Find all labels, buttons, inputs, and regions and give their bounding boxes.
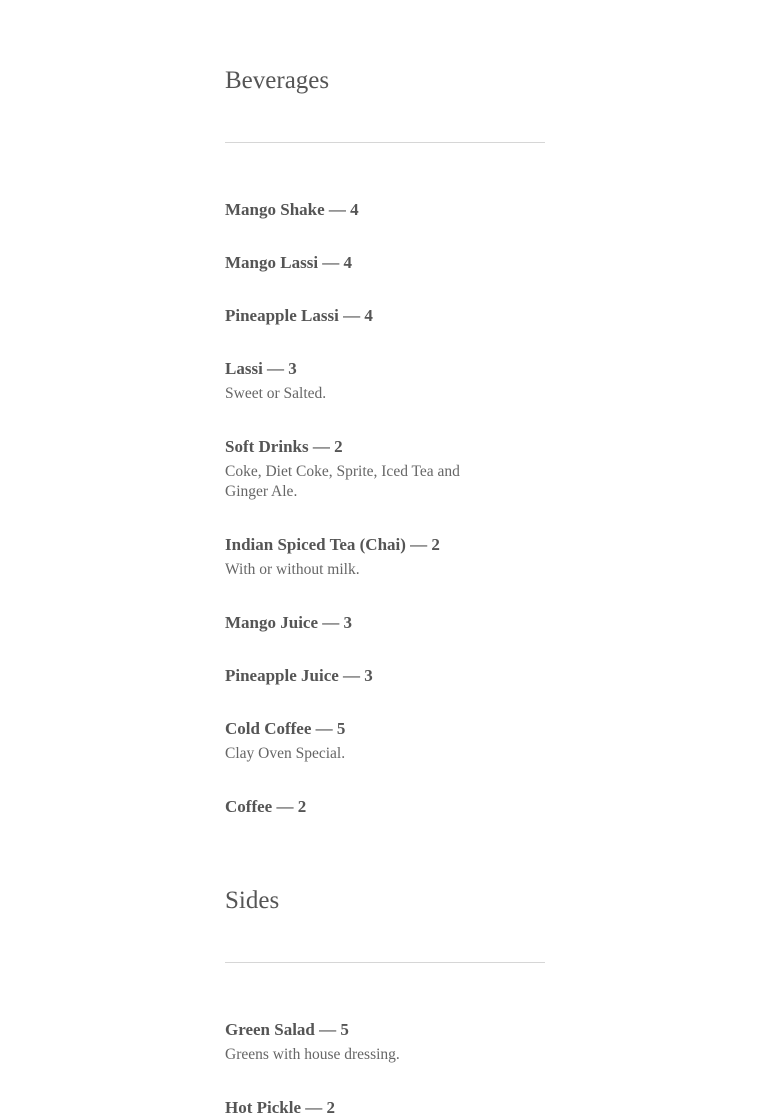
item-description: Greens with house dressing. bbox=[225, 1046, 400, 1063]
menu-item-soft-drinks bbox=[225, 437, 485, 502]
menu-item-hot-pickle bbox=[225, 1098, 335, 1118]
item-name: Mango Juice — 3 bbox=[225, 613, 353, 632]
item-name: Mango Shake — 4 bbox=[225, 200, 359, 219]
menu-item-cold-coffee bbox=[225, 719, 485, 764]
menu-item-mango-lassi bbox=[225, 253, 352, 273]
menu-item-chai bbox=[225, 535, 485, 580]
item-name: Pineapple Lassi — 4 bbox=[225, 306, 373, 325]
menu-item-pineapple-juice bbox=[225, 666, 373, 686]
menu-item-pineapple-lassi bbox=[225, 306, 373, 326]
menu-item-mango-juice bbox=[225, 613, 352, 633]
section-title-sides: Sides bbox=[225, 887, 280, 914]
item-description: Sweet or Salted. bbox=[225, 385, 327, 402]
item-name: Indian Spiced Tea (Chai) — 2 bbox=[225, 535, 440, 554]
item-name: Green Salad — 5 bbox=[225, 1020, 349, 1039]
menu-item-coffee bbox=[225, 797, 306, 817]
item-name: Hot Pickle — 2 bbox=[225, 1098, 336, 1117]
section-divider bbox=[225, 142, 545, 143]
section-divider bbox=[225, 962, 545, 963]
item-description: Clay Oven Special. bbox=[225, 745, 346, 762]
menu-item-lassi bbox=[225, 359, 485, 404]
item-name: Cold Coffee — 5 bbox=[225, 719, 346, 738]
item-name: Coffee — 2 bbox=[225, 797, 307, 816]
item-name: Pineapple Juice — 3 bbox=[225, 666, 373, 685]
menu-item-mango-shake bbox=[225, 200, 359, 220]
item-name: Lassi — 3 bbox=[225, 359, 297, 378]
item-description: With or without milk. bbox=[225, 561, 360, 578]
item-name: Mango Lassi — 4 bbox=[225, 253, 353, 272]
item-name: Soft Drinks — 2 bbox=[225, 437, 343, 456]
section-title-beverages: Beverages bbox=[225, 67, 330, 94]
item-description: Coke, Diet Coke, Sprite, Iced Tea and Ginger Ale. bbox=[225, 463, 460, 500]
menu-item-green-salad bbox=[225, 1020, 485, 1065]
